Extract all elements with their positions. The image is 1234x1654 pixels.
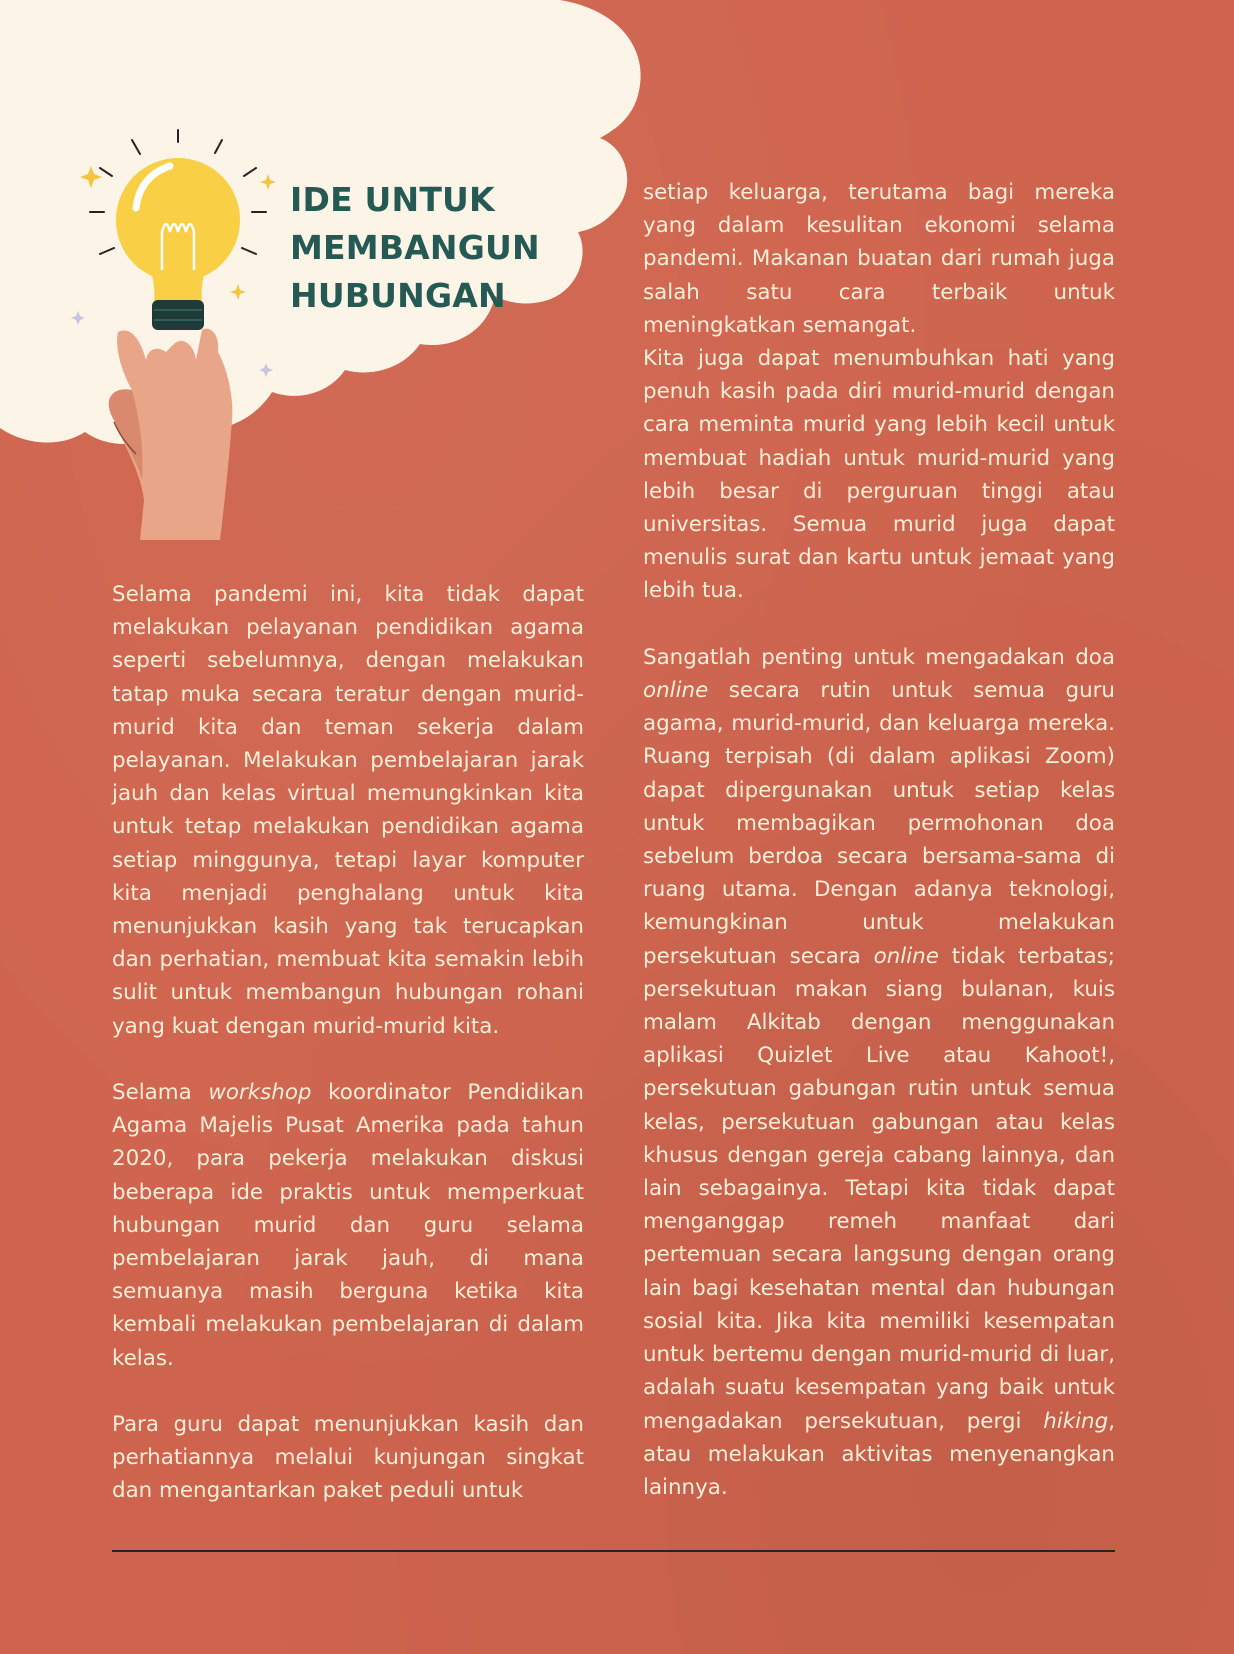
italic-term: online	[643, 678, 709, 704]
right-column	[643, 176, 1115, 1504]
title-line-1: IDE UNTUK	[290, 180, 495, 219]
text-run: Selama	[112, 1080, 209, 1106]
text-run: tidak terbatas; persekutuan makan siang bulanan, kuis malam Alkitab dengan menggunakan aplikasi Quizlet Live atau Kahoot!, persekutuan gabungan rutin untuk semua kelas, persekutuan gabungan atau kelas khusus dengan gereja cabang lainnya, dan lain sebagainya. Tetapi kita tidak dapat menganggap remeh manfaat dari pertemuan secara langsung dengan orang lain bagi kesehatan mental dan hubungan sosial kita. Jika kita memiliki kesempatan untuk bertemu dengan murid-murid di luar, adalah suatu kesempatan yang baik untuk mengadakan persekutuan, pergi	[643, 943, 1115, 1434]
right-paragraph-1: setiap keluarga, terutama bagi mereka yang dalam kesulitan ekonomi selama pandemi. Makanan buatan dari rumah juga salah satu cara terbaik untuk meningkatkan semangat.	[643, 180, 1115, 338]
text-run: , atau melakukan aktivitas menyenangkan lainnya.	[643, 1408, 1115, 1500]
page-title	[290, 176, 590, 320]
italic-term: hiking	[1043, 1408, 1109, 1434]
left-paragraph-3: Para guru dapat menunjukkan kasih dan perhatiannya melalui kunjungan singkat dan mengantarkan paket peduli untuk	[112, 1412, 584, 1504]
title-line-2: MEMBANGUN	[290, 228, 540, 267]
hand-holding-lightbulb-icon	[70, 120, 290, 540]
italic-term: online	[873, 943, 939, 969]
title-line-3: HUBUNGAN	[290, 276, 506, 315]
italic-term: workshop	[208, 1080, 312, 1106]
bulb-base	[152, 300, 204, 330]
right-paragraph-3	[643, 641, 1115, 1504]
text-run: secara rutin untuk semua guru agama, murid-murid, dan keluarga mereka. Ruang terpisah (di dalam aplikasi Zoom) dapat dipergunakan untuk setiap kelas untuk membagikan permohonan doa sebelum berdoa secara bersama-sama di ruang utama. Dengan adanya teknologi, kemungkinan untuk melakukan persekutuan secara	[643, 678, 1115, 969]
text-run: Sangatlah penting untuk mengadakan doa	[643, 644, 1115, 670]
text-run: koordinator Pendidikan Agama Majelis Pusat Amerika pada tahun 2020, para pekerja melakukan diskusi beberapa ide praktis untuk memperkuat hubungan murid dan guru selama pembelajaran jarak jauh, di mana semuanya masih berguna ketika kita kembali melakukan pembelajaran di dalam kelas.	[112, 1080, 584, 1371]
bottom-divider	[112, 1550, 1115, 1552]
right-paragraph-2: Kita juga dapat menumbuhkan hati yang penuh kasih pada diri murid-murid dengan cara meminta murid yang lebih kecil untuk membuat hadiah untuk murid-murid yang lebih besar di perguruan tinggi atau universitas. Semua murid juga dapat menulis surat dan kartu untuk jemaat yang lebih tua.	[643, 346, 1115, 604]
left-column	[112, 578, 584, 1508]
left-paragraph-1: Selama pandemi ini, kita tidak dapat melakukan pelayanan pendidikan agama seperti sebelumnya, dengan melakukan tatap muka secara teratur dengan murid-murid kita dan teman sekerja dalam pelayanan. Melakukan pembelajaran jarak jauh dan kelas virtual memungkinkan kita untuk tetap melakukan pendidikan agama setiap minggunya, tetapi layar komputer kita menjadi penghalang untuk kita menunjukkan kasih yang tak terucapkan dan perhatian, membuat kita semakin lebih sulit untuk membangun hubungan rohani yang kuat dengan murid-murid kita.	[112, 582, 584, 1039]
bulb-neck	[148, 260, 208, 302]
left-paragraph-2	[112, 1076, 584, 1375]
